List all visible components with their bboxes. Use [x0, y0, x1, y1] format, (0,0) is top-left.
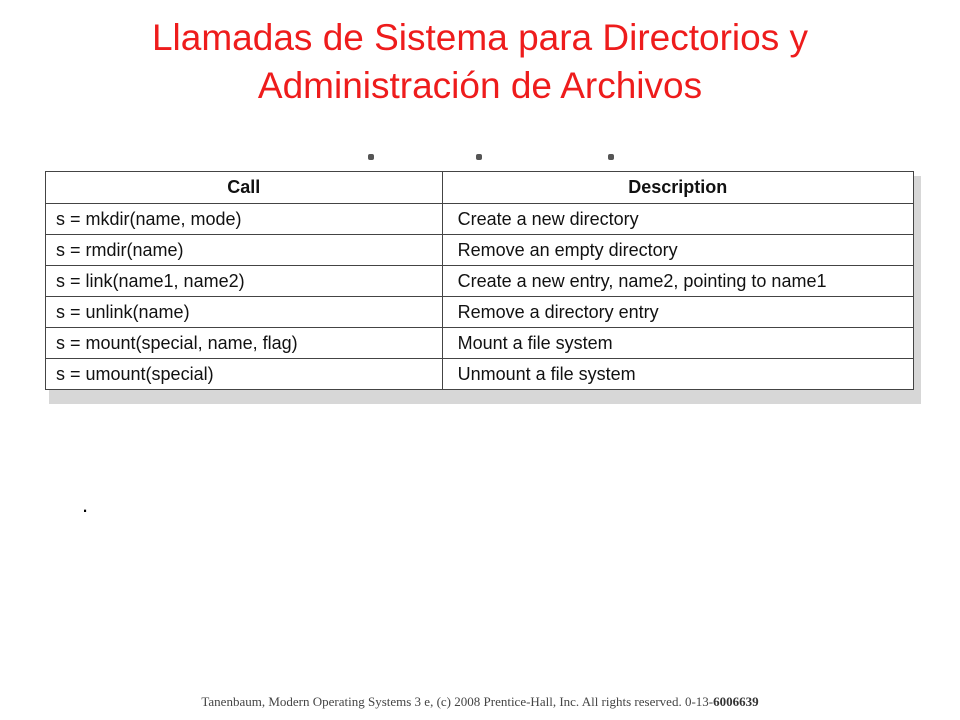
- description-cell: Remove a directory entry: [442, 297, 913, 328]
- description-cell: Mount a file system: [442, 328, 913, 359]
- table-row: [46, 266, 914, 297]
- call-cell: s = rmdir(name): [46, 235, 443, 266]
- table-row: [46, 328, 914, 359]
- call-cell: s = unlink(name): [46, 297, 443, 328]
- description-cell: Create a new directory: [442, 204, 913, 235]
- slide-title: [0, 14, 960, 110]
- footer-copyright: Tanenbaum, Modern Operating Systems 3 e, (c) 2008 Prentice-Hall, Inc. All rights reserved. 0-13-: [201, 694, 714, 709]
- description-cell: Unmount a file system: [442, 359, 913, 390]
- table-row: [46, 235, 914, 266]
- description-cell: Create a new entry, name2, pointing to name1: [442, 266, 913, 297]
- call-cell: s = umount(special): [46, 359, 443, 390]
- bullet-dot: .: [82, 492, 89, 517]
- table-row: [46, 297, 914, 328]
- call-cell: s = mkdir(name, mode): [46, 204, 443, 235]
- slide-title-line-2: Administración de Archivos: [257, 65, 703, 106]
- description-cell: Remove an empty directory: [442, 235, 913, 266]
- call-cell: s = mount(special, name, flag): [46, 328, 443, 359]
- column-header-description: Description: [442, 172, 913, 204]
- call-cell: s = link(name1, name2): [46, 266, 443, 297]
- table-header-row: [46, 172, 914, 204]
- footer-isbn: 6006639: [713, 694, 759, 709]
- table-row: [46, 359, 914, 390]
- slide-footer: [0, 694, 960, 710]
- cropped-caption-fragment: [350, 154, 620, 164]
- table-row: [46, 204, 914, 235]
- system-calls-table: [45, 171, 914, 390]
- column-header-call: Call: [46, 172, 443, 204]
- slide-title-line-1: Llamadas de Sistema para Directorios y: [151, 17, 808, 58]
